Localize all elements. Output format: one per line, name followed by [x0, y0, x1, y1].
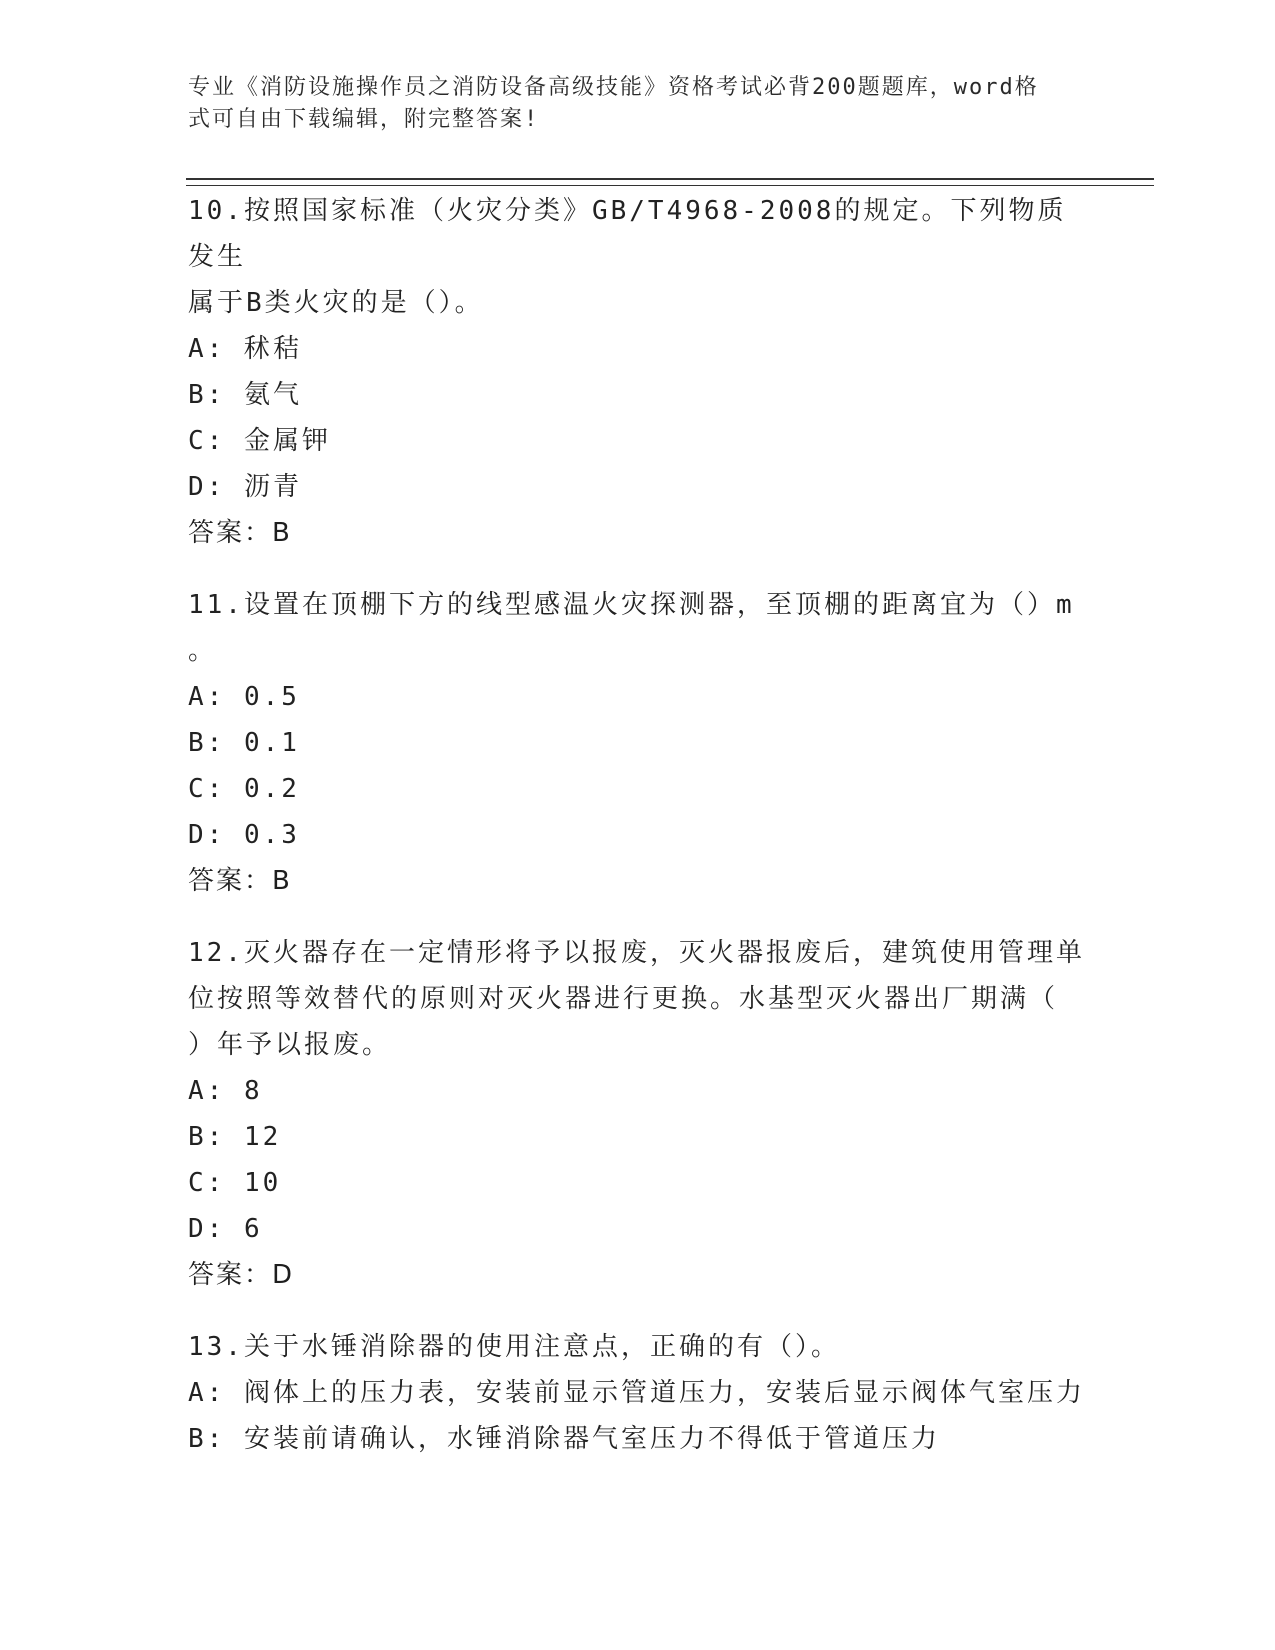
option-b: B: 0.1 [188, 728, 300, 758]
option-a: A: 8 [188, 1076, 263, 1106]
question-text-line: 12.灭火器存在一定情形将予以报废，灭火器报废后，建筑使用管理单 [188, 938, 1085, 968]
question-text-line: 10.按照国家标准（火灾分类》GB/T4968-2008的规定。下列物质发生 [188, 196, 1067, 272]
option-c: C: 金属钾 [188, 426, 331, 456]
answer-line: 答案：B [188, 518, 292, 548]
question-text-line: ）年予以报废。 [188, 1030, 392, 1060]
question-text-line: 13.关于水锤消除器的使用注意点，正确的有（）。 [188, 1332, 840, 1362]
question-item [188, 188, 1088, 556]
question-list [188, 188, 1088, 1488]
answer-line: 答案：B [188, 866, 292, 896]
question-text-line: 11.设置在顶棚下方的线型感温火灾探测器，至顶棚的距离宜为（）m [188, 590, 1075, 620]
question-item [188, 1324, 1088, 1462]
option-c: C: 10 [188, 1168, 282, 1198]
option-b: B: 氨气 [188, 380, 302, 410]
option-a: A: 0.5 [188, 682, 300, 712]
question-text-line: 属于B类火灾的是（）。 [188, 288, 484, 318]
header-line: 专业《消防设施操作员之消防设备高级技能》资格考试必背200题题库，word格 [188, 75, 1039, 100]
option-d: D: 沥青 [188, 472, 302, 502]
option-c: C: 0.2 [188, 774, 300, 804]
question-item [188, 582, 1088, 904]
question-text-line: 。 [188, 636, 218, 666]
document-header [188, 72, 1068, 136]
option-a: A: 阀体上的压力表，安装前显示管道压力，安装后显示阀体气室压力 [188, 1378, 1085, 1408]
option-b: B: 安装前请确认，水锤消除器气室压力不得低于管道压力 [188, 1424, 940, 1454]
question-item [188, 930, 1088, 1298]
header-line: 式可自由下载编辑，附完整答案! [188, 107, 540, 132]
question-text-line: 位按照等效替代的原则对灭火器进行更换。水基型灭火器出厂期满（ [188, 984, 1059, 1014]
answer-line: 答案：D [188, 1260, 295, 1290]
option-a: A: 秫秸 [188, 334, 302, 364]
option-b: B: 12 [188, 1122, 282, 1152]
option-d: D: 6 [188, 1214, 263, 1244]
header-divider [186, 178, 1154, 186]
option-d: D: 0.3 [188, 820, 300, 850]
